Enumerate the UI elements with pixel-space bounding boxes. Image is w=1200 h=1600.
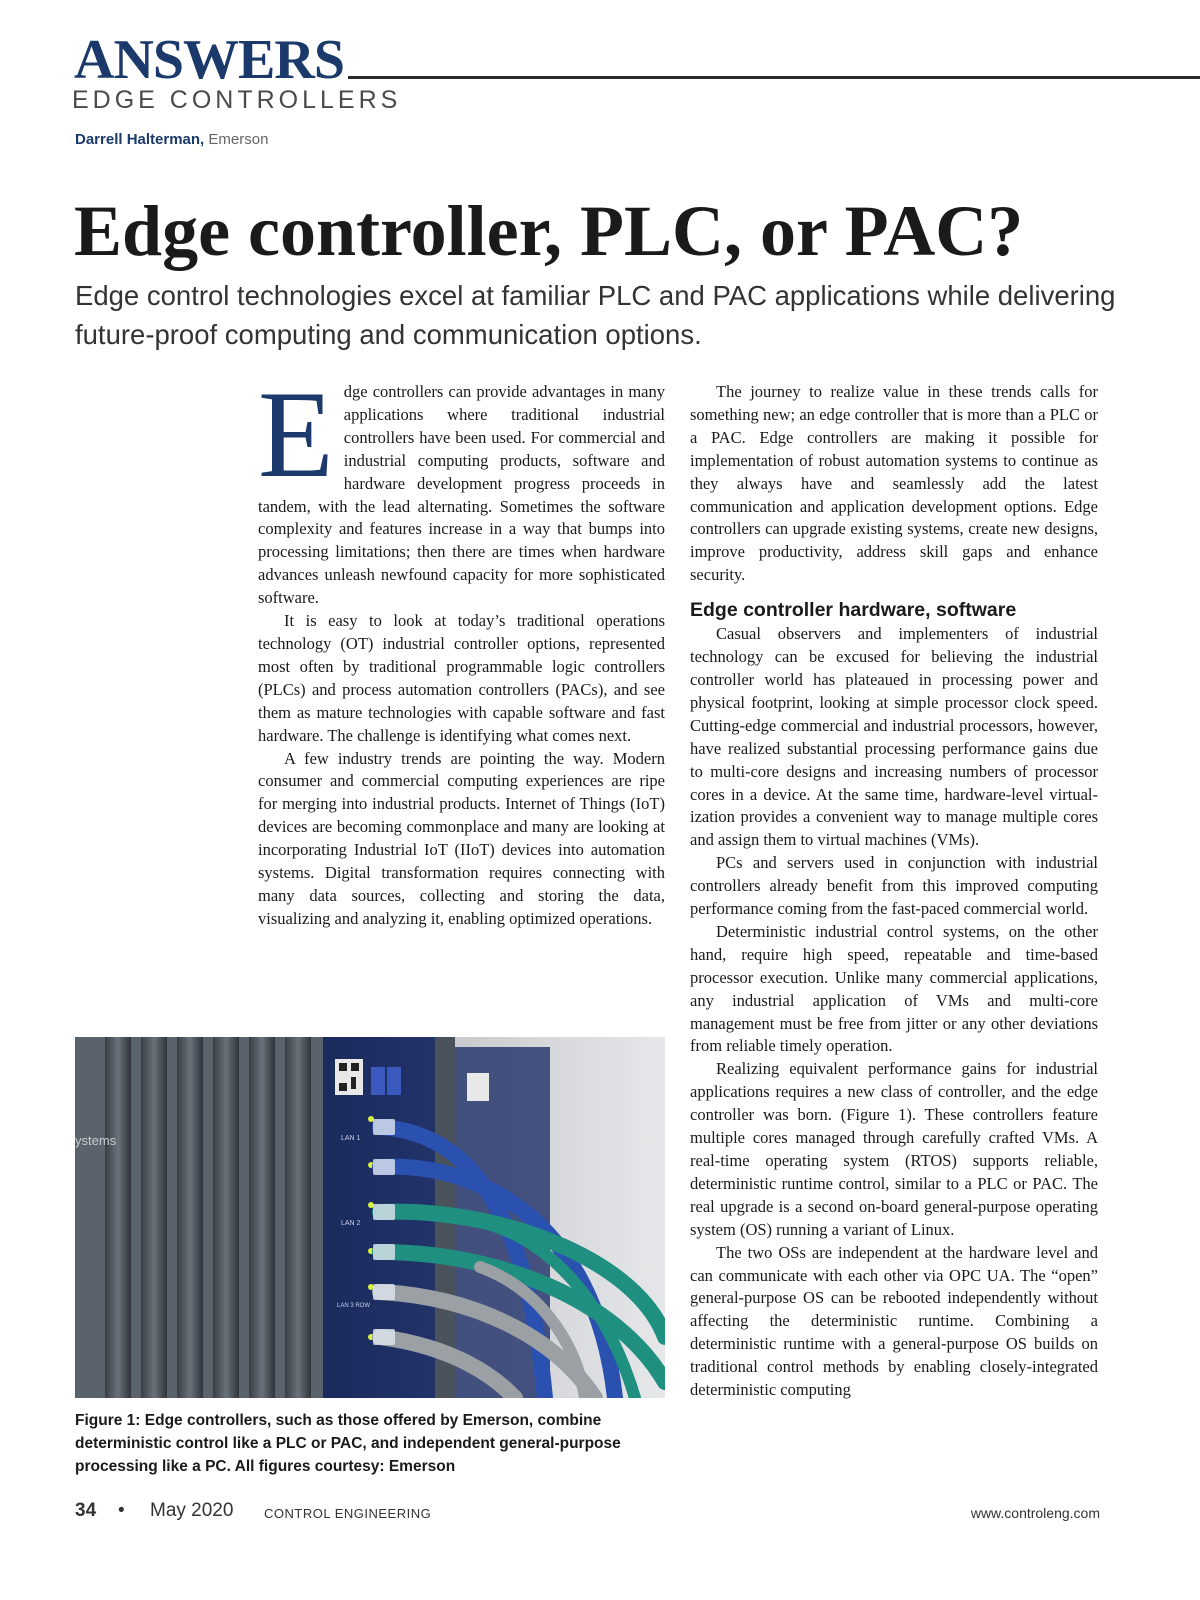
section-label: EDGE CONTROLLERS <box>72 86 402 114</box>
header-rule <box>348 76 1200 79</box>
paragraph-1 <box>258 366 665 610</box>
edge-controller-illustration <box>75 1037 665 1398</box>
paragraph-2: It is easy to look at today’s traditional operations technology (OT) industrial controller options, represented most often by traditional programmable logic controllers (PLCs) and process automation controllers (PACs), and see them as mature technologies with capable software and fast hardware. The challenge is identifying what comes next. <box>258 611 665 745</box>
page-number: 34 <box>75 1500 97 1521</box>
byline <box>75 131 268 149</box>
paragraph-5: Casual observers and implementers of industrial technology can be excused for believing the industrial controller world has plateaued in processing power and physical footprint, looking at simple processor clock speed. Cutting-edge commercial and industrial processors, however, have realized substantial processing performance gains due to multi-core designs and increasing numbers of processor cores in a device. At the same time, hardware-level virtualization provides a convenient way to manage multiple cores and assign them to virtual machines (VMs). <box>690 624 1098 850</box>
paragraph-8: Realizing equivalent performance gains for industrial applications requires a new class of controller, and the edge controller was born. (Figure 1). These controllers feature multiple cores managed through carefully crafted VMs. A real-time operating system (RTOS) supports reliable, deterministic runtime control, similar to a PLC or PAC. The real upgrade is a second on-board general-purpose operating system (OS) running a variant of Linux. <box>690 1059 1098 1239</box>
article-title: Edge controller, PLC, or PAC? <box>74 191 1024 271</box>
paragraph-3: A few industry trends are pointing the way. Modern consumer and commercial computing experiences are ripe for merging into industrial products. Internet of Things (IoT) devices are becoming commonplace and many are looking at incorporating Industrial IoT (IIoT) devices into automation systems. Digital transformation requires connecting with many data sources, collecting and storing the data, visualizing and analyzing it, enabling optimized operations. <box>258 748 665 928</box>
column-left <box>258 366 665 931</box>
lan2-label: LAN 2 <box>341 1220 361 1227</box>
paragraph-1-text: dge controllers can provide advantages in many applications where traditional industrial controllers have been used. For commercial and industrial computing products, software and hardware development progress proceeds in tandem, with the lead alternating. Sometimes the software complexity and features increase in a way that bumps into processing limitations; then there are times when hardware advances unleash newfound capacity for more sophisticated software. <box>258 382 665 608</box>
lan1-label: LAN 1 <box>341 1135 361 1142</box>
drop-cap: E <box>258 366 334 503</box>
lan3-label: LAN 3 ROW <box>337 1303 371 1309</box>
paragraph-9: The two OSs are independent at the hardware level and can communicate with each other via OPC UA. The “open” general-purpose OS can be rebooted independently without affecting the deterministic runtime. Combining a deterministic runtime with a general-purpose OS builds on traditional control methods by enabling closely-integrated deterministic computing <box>690 1242 1098 1400</box>
magazine-name: CONTROL ENGINEERING <box>264 1506 432 1521</box>
footer-bullet: • <box>118 1500 125 1521</box>
section-kicker: ANSWERS <box>74 29 344 91</box>
article-deck: Edge control technologies excel at familiar PLC and PAC applications while delivering future-proof computing and communication options. <box>75 280 1116 350</box>
issue-date: May 2020 <box>150 1500 234 1521</box>
device-side-label: ystems <box>75 1133 117 1148</box>
column-right <box>690 381 1098 1402</box>
paragraph-6: PCs and servers used in conjunction with industrial controllers already benefit from this improved computing performance coming from the fast-paced commercial world. <box>690 853 1098 919</box>
paragraph-7: Deterministic industrial control systems, on the other hand, require high speed, repeatable and time-based processor execution. Unlike many commercial applications, any industrial application of VMs and multi-core management must be free from jitter or any other deviations from reliable timely operation. <box>690 921 1098 1056</box>
figure-1-photo <box>75 1037 665 1398</box>
paragraph-4: The journey to realize value in these trends calls for something new; an edge controller that is more than a PLC or a PAC. Edge controllers are making it possible for implementation of robust automation systems to continue as they always have and seamlessly add the latest communication and application development options. Edge controllers can upgrade existing systems, create new designs, improve productivity, address skill gaps and enhance security. <box>690 382 1098 585</box>
website-url[interactable]: www.controleng.com <box>970 1505 1100 1521</box>
figure-caption: Figure 1: Edge controllers, such as those offered by Emerson, combine deterministic control like a PLC or PAC, and independent general-purpose processing like a PC. All figures courtesy: Emerson <box>75 1412 621 1475</box>
author-affiliation: Emerson <box>208 131 269 148</box>
author-name: Darrell Halterman, <box>75 131 205 148</box>
subheading: Edge controller hardware, software <box>690 599 1017 622</box>
qr-code-2 <box>467 1073 489 1101</box>
